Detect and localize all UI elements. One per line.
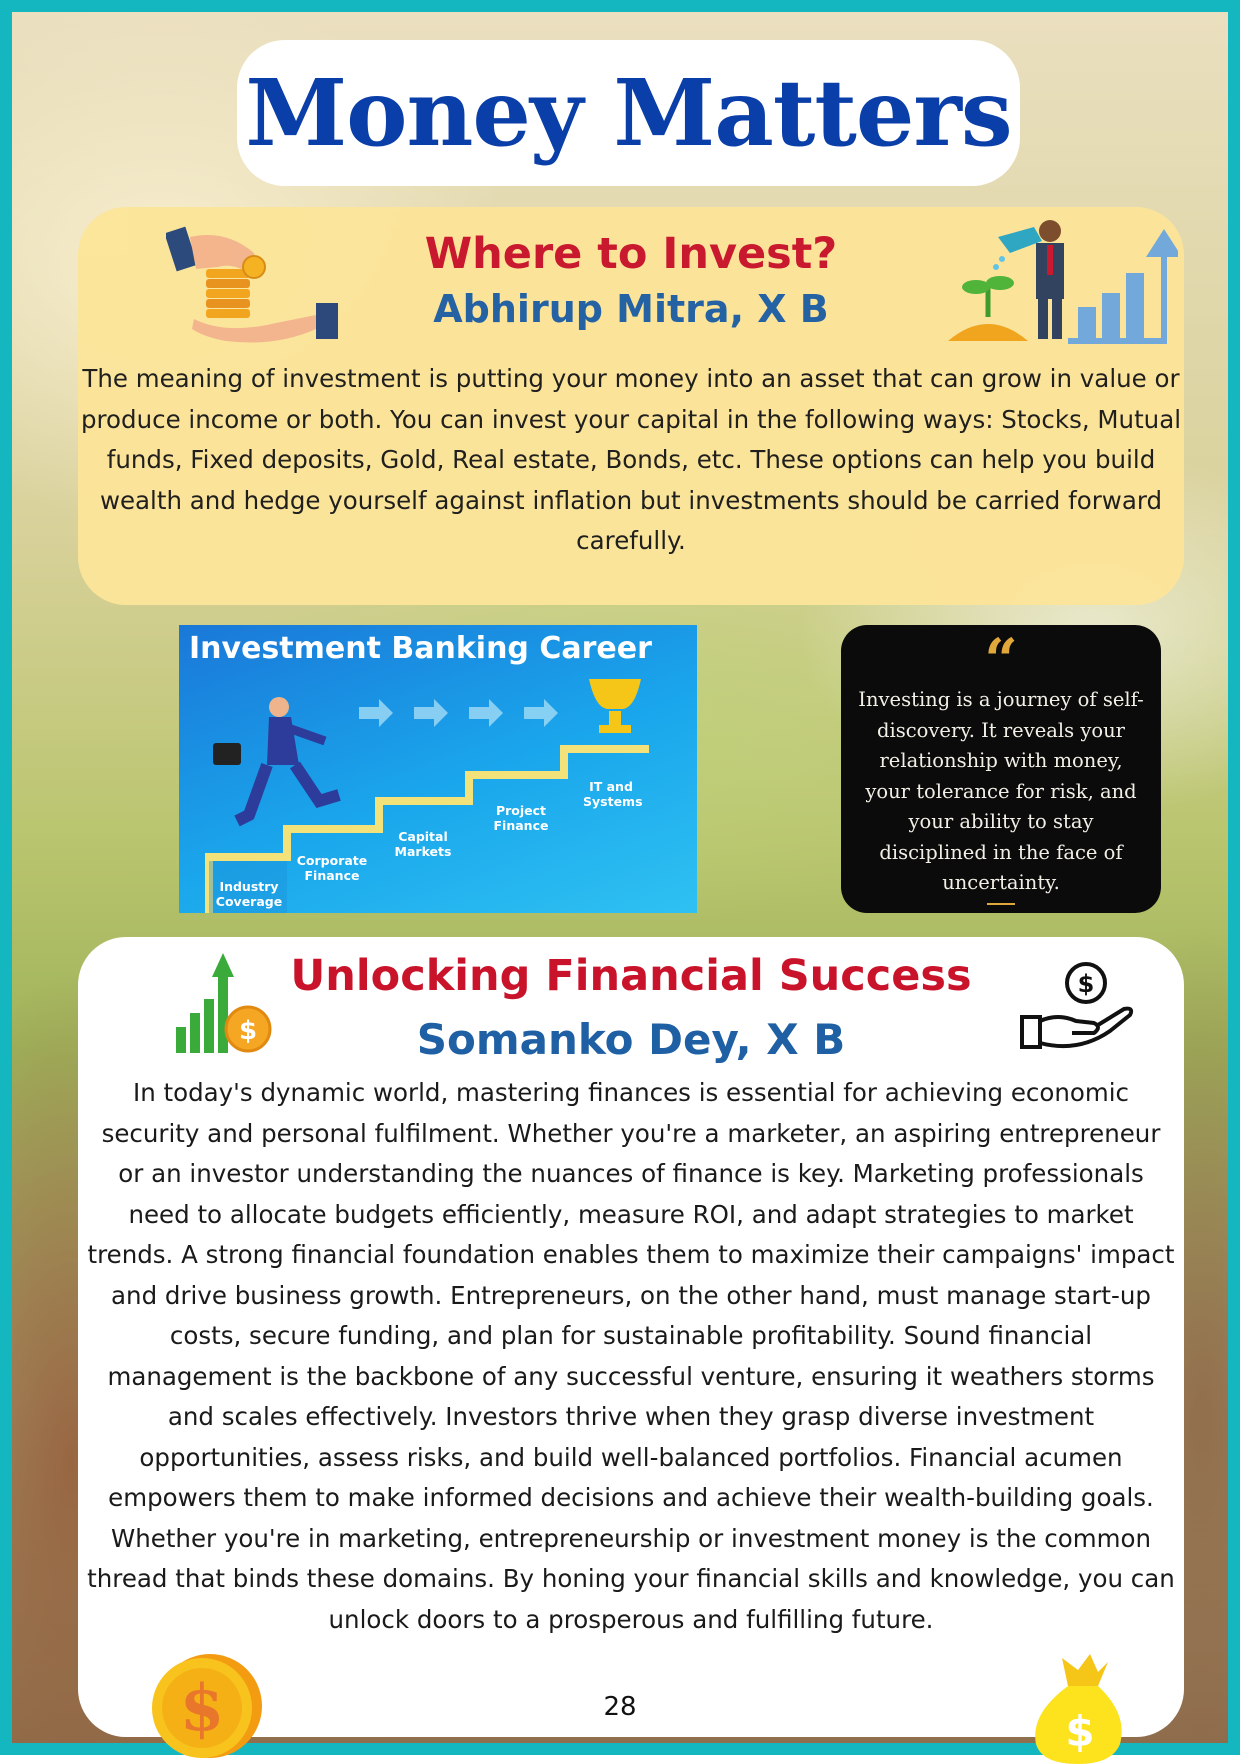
growth-chart-icon xyxy=(174,947,284,1059)
article-unlocking-financial-success xyxy=(78,937,1184,1737)
businessman-growth-icon xyxy=(938,197,1178,347)
hand-giving-coins-icon xyxy=(166,223,398,351)
hand-coin-symbol: $ xyxy=(1077,970,1095,998)
step-label: Industry Coverage xyxy=(215,879,283,909)
article-author: Abhirup Mitra, X B xyxy=(433,287,829,331)
quote-card xyxy=(841,625,1161,913)
article-body: The meaning of investment is putting your money into an asset that can grow in value or produce income or both. You can invest your capital in the following ways: Stocks, Mutual funds, Fixed deposits, Gold, Real estate, Bonds, etc. These options can help you build wealth and hedge yourself against inflation but investments should be carried forward carefully. xyxy=(80,364,1182,555)
investment-banking-career-image xyxy=(179,625,697,913)
step-label: Project Finance xyxy=(493,803,549,833)
article-heading: Unlocking Financial Success xyxy=(290,951,972,1001)
title-banner xyxy=(237,40,1020,186)
quote-mark-icon: “ xyxy=(984,626,1018,694)
quote-divider xyxy=(987,903,1015,905)
career-staircase-illustration xyxy=(179,625,697,913)
hand-holding-coin-icon xyxy=(1018,961,1136,1051)
gold-coin-dollar: $ xyxy=(179,1671,225,1746)
article-heading: Where to Invest? xyxy=(424,229,838,279)
page-title: Money Matters xyxy=(245,59,1012,167)
article-where-to-invest xyxy=(78,207,1184,605)
step-label: Capital Markets xyxy=(394,829,452,859)
banner-title: Investment Banking Career xyxy=(189,631,652,666)
quote-text: Investing is a journey of self-discovery. It reveals your relationship with money, your tolerance for risk, and your ability to stay disciplined in the face of uncertainty. xyxy=(858,688,1144,894)
coin-dollar-symbol: $ xyxy=(238,1016,258,1046)
page-number: 28 xyxy=(603,1692,637,1722)
article-author: Somanko Dey, X B xyxy=(416,1015,846,1064)
article-body: In today's dynamic world, mastering finances is essential for achieving economic security and personal fulfilment. Whether you're a marketer, an aspiring entrepreneur or an investor understanding the nuances of finance is key. Marketing professionals need to allocate budgets efficiently, measure ROI, and adapt strategies to market trends. A strong financial foundation enables them to maximize their campaigns' impact and drive business growth. Entrepreneurs, on the other hand, must manage start-up costs, secure funding, and plan for sustainable profitability. Sound financial management is the backbone of any successful venture, ensuring it weathers storms and scales effectively. Investors thrive when they grasp diverse investment opportunities, assess risks, and build well-balanced portfolios. Financial acumen empowers them to make informed decisions and achieve their wealth-building goals. Whether you're in marketing, entrepreneurship or investment money is the common thread that binds these domains. By honing your financial skills and knowledge, you can unlock doors to a prosperous and fulfilling future. xyxy=(87,1078,1175,1634)
step-label: IT and Systems xyxy=(583,779,643,809)
step-label: Corporate Finance xyxy=(296,853,368,883)
money-bag-dollar: $ xyxy=(1065,1707,1095,1756)
